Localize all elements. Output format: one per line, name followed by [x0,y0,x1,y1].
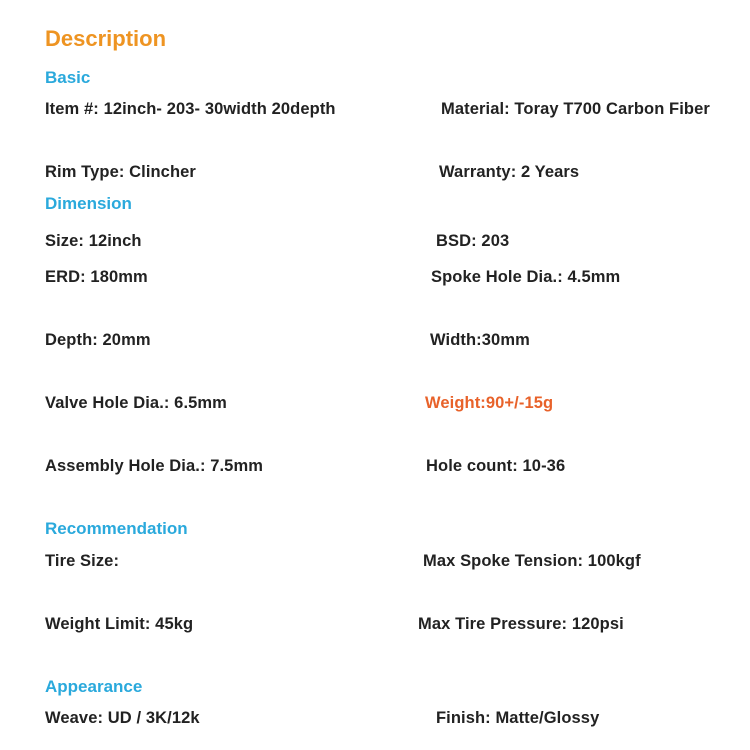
weight-limit: Weight Limit: 45kg [45,615,194,633]
weave: Weave: UD / 3K/12k [45,709,200,727]
tire-size: Tire Size: [45,552,120,570]
spoke-hole-diameter: Spoke Hole Dia.: 4.5mm [431,268,621,286]
max-spoke-tension: Max Spoke Tension: 100kgf [423,552,641,570]
section-heading-appearance: Appearance [45,677,143,696]
material: Material: Toray T700 Carbon Fiber [441,100,710,118]
weight: Weight:90+/-15g [425,394,554,412]
rim-type: Rim Type: Clincher [45,163,196,181]
size: Size: 12inch [45,232,142,250]
finish: Finish: Matte/Glossy [436,709,600,727]
depth: Depth: 20mm [45,331,151,349]
section-heading-recommendation: Recommendation [45,519,188,538]
item-number: Item #: 12inch- 203- 30width 20depth [45,100,336,118]
valve-hole-diameter: Valve Hole Dia.: 6.5mm [45,394,227,412]
section-heading-basic: Basic [45,68,91,87]
page-title: Description [45,26,167,51]
width: Width:30mm [430,331,530,349]
warranty: Warranty: 2 Years [439,163,580,181]
assembly-hole-diameter: Assembly Hole Dia.: 7.5mm [45,457,263,475]
max-tire-pressure: Max Tire Pressure: 120psi [418,615,624,633]
section-heading-dimension: Dimension [45,194,132,213]
bsd: BSD: 203 [436,232,510,250]
erd: ERD: 180mm [45,268,148,286]
hole-count: Hole count: 10-36 [426,457,566,475]
